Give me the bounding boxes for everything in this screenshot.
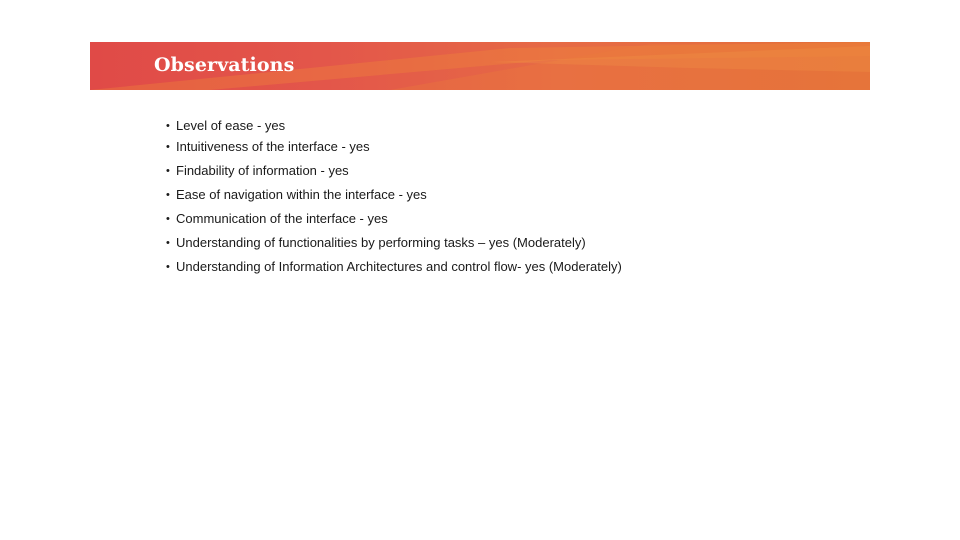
list-item-text: Findability of information - yes — [176, 163, 349, 178]
list-item-text: Understanding of Information Architectures and control flow- yes (Moderately) — [176, 259, 622, 274]
list-item-text: Level of ease - yes — [176, 118, 286, 133]
bullet-icon: • — [166, 189, 170, 201]
bullet-icon: • — [166, 261, 170, 273]
list-item — [166, 116, 622, 137]
list-item-text: Intuitiveness of the interface - yes — [176, 139, 370, 154]
list-item — [166, 137, 622, 161]
bullet-icon: • — [166, 141, 170, 153]
list-item — [166, 161, 622, 185]
list-item — [166, 209, 622, 233]
list-item — [166, 257, 622, 281]
bullet-icon: • — [166, 237, 170, 249]
bullet-icon: • — [166, 120, 170, 132]
slide-title: Observations — [154, 54, 295, 76]
title-banner — [90, 42, 870, 90]
bullet-icon: • — [166, 165, 170, 177]
list-item-text: Ease of navigation within the interface - yes — [176, 187, 427, 202]
bullet-icon: • — [166, 213, 170, 225]
list-item — [166, 185, 622, 209]
list-item-text: Communication of the interface - yes — [176, 211, 388, 226]
observation-list — [166, 116, 622, 281]
list-item — [166, 233, 622, 257]
list-item-text: Understanding of functionalities by performing tasks – yes (Moderately) — [176, 235, 586, 250]
